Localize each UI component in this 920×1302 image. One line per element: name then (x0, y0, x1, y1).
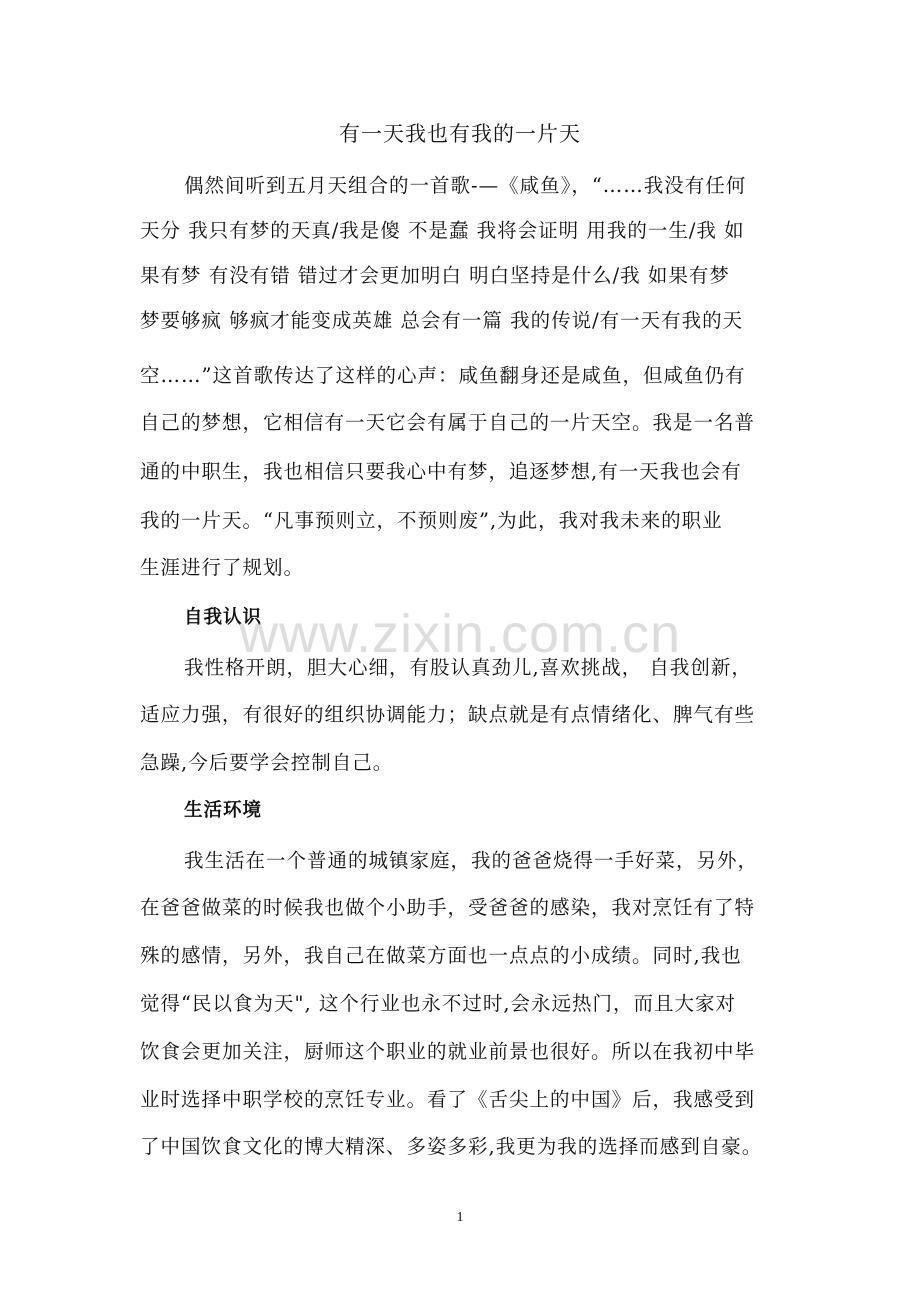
section1-line: 适应力强，有很好的组织协调能力；缺点就是有点情绪化、脾气有些 (140, 703, 756, 726)
intro-line: 偶然间听到五月天组合的一首歌-—《咸鱼》，“……我没有任何 (184, 174, 747, 197)
section2-line: 在爸爸做菜的时候我也做个小助手，受爸爸的感染，我对烹饪有了特 (140, 896, 756, 919)
section1-line: 我性格开朗，胆大心细，有股认真劲儿,喜欢挑战， 自我创新， (184, 656, 752, 679)
intro-line: 空……”这首歌传达了这样的心声：咸鱼翻身还是咸鱼，但咸鱼仍有 (140, 364, 746, 387)
page-number: 1 (456, 1210, 464, 1225)
section2-line: 我生活在一个普通的城镇家庭，我的爸爸烧得一手好菜，另外， (184, 849, 759, 872)
intro-line: 生涯进行了规划。 (140, 556, 305, 579)
section2-line: 觉得“民以食为天", 这个行业也永不过时,会永远热门，而且大家对 (140, 992, 737, 1015)
site-watermark: www.zixin.com.cn (238, 604, 682, 664)
section2-line: 业时选择中职学校的烹饪专业。看了《舌尖上的中国》后，我感受到 (140, 1088, 756, 1111)
section-heading-living-environment: 生活环境 (184, 800, 263, 821)
intro-line: 我的一片天。“凡事预则立，不预则废”,为此，我对我未来的职业 (140, 509, 723, 532)
section2-line: 饮食会更加关注，厨师这个职业的就业前景也很好。所以在我初中毕 (140, 1040, 756, 1063)
intro-line: 天分 我只有梦的天真/我是傻 不是蠢 我将会证明 用我的一生/我 如 (140, 219, 745, 242)
intro-line: 通的中职生，我也相信只要我心中有梦，追逐梦想,有一天我也会有 (140, 460, 742, 483)
intro-line: 梦要够疯 够疯才能变成英雄 总会有一篇 我的传说/有一天有我的天 (140, 309, 744, 332)
intro-line: 自己的梦想，它相信有一天它会有属于自己的一片天空。我是一名普 (140, 411, 756, 434)
section2-line: 殊的感情，另外，我自己在做菜方面也一点点的小成绩。同时,我也 (140, 944, 742, 967)
intro-line: 果有梦 有没有错 错过才会更加明白 明白坚持是什么/我 如果有梦 (140, 264, 730, 287)
section-heading-self-knowledge: 自我认识 (184, 607, 263, 628)
section1-line: 急躁,今后要学会控制自己。 (140, 751, 394, 774)
section2-line: 了中国饮食文化的博大精深、多姿多彩,我更为我的选择而感到自豪。 (140, 1135, 763, 1158)
document-title: 有一天我也有我的一片天 (339, 122, 581, 146)
